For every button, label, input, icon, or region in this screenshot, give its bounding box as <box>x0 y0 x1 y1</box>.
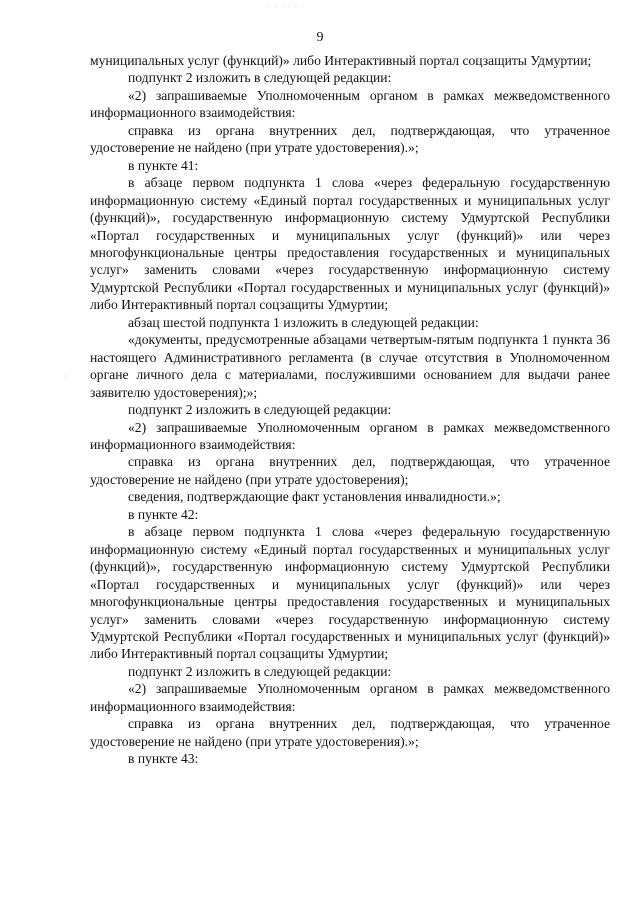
document-paragraph: «2) запрашиваемые Уполномоченным органом в рамках межведомственного информационного взаимодействия: <box>90 681 610 714</box>
document-paragraph: «2) запрашиваемые Уполномоченным органом в рамках межведомственного информационного взаимодействия: <box>90 419 610 452</box>
document-paragraph: муниципальных услуг (функций)» либо Интерактивный портал соцзащиты Удмуртии; <box>90 53 592 68</box>
document-paragraph: справка из органа внутренних дел, подтверждающая, что утраченное удостоверение не найдено (при утрате удостоверения); <box>90 454 610 487</box>
document-paragraph: подпункт 2 изложить в следующей редакции: <box>128 70 392 86</box>
document-paragraph: справка из органа внутренних дел, подтверждающая, что утраченное удостоверение не найдено (при утрате удостоверения).»; <box>90 122 610 156</box>
document-paragraph: в абзаце первом подпункта 1 слова «через федеральную государственную информационную систему «Единый портал государственных и муниципальных услуг (функций)», государственную информационную систему Удмуртской Республики «Портал государственных и муниципальных услуг (функций)» или через многофункциональные центры предоставления государственных и муниципальных услуг» заменить словами «через государственную информационную систему Удмуртской Республики «Портал государственных и муниципальных услуг (функций)» либо Интерактивный портал соцзащиты Удмуртии; <box>90 524 610 662</box>
document-body <box>90 52 610 768</box>
document-paragraph: в пункте 42: <box>128 506 199 522</box>
document-paragraph: в абзаце первом подпункта 1 слова «через федеральную государственную информационную систему «Единый портал государственных и муниципальных услуг (функций)», государственную информационную систему Удмуртской Республики «Портал государственных и муниципальных услуг (функций)» или через многофункциональные центры предоставления государственных и муниципальных услуг» заменить словами «через государственную информационную систему Удмуртской Республики «Портал государственных и муниципальных услуг (функций)» либо Интерактивный портал соцзащиты Удмуртии; <box>90 175 610 313</box>
document-paragraph: в пункте 43: <box>128 751 199 767</box>
scan-stamp: · · · · · · <box>268 2 305 11</box>
document-paragraph: «документы, предусмотренные абзацами четвертым-пятым подпункта 1 пункта 36 настоящего Административного регламента (в случае отсутствия в Уполномоченном органе личного дела с материалами, послужившими основанием для выдачи ранее заявителю удостоверения);»; <box>90 332 610 400</box>
page-number: 9 <box>316 30 324 45</box>
document-paragraph: справка из органа внутренних дел, подтверждающая, что утраченное удостоверение не найдено (при утрате удостоверения).»; <box>90 716 610 749</box>
scan-mark: · <box>64 372 67 381</box>
document-paragraph: сведения, подтверждающие факт установления инвалидности.»; <box>128 489 501 505</box>
document-paragraph: абзац шестой подпункта 1 изложить в следующей редакции: <box>128 314 479 330</box>
document-paragraph: подпункт 2 изложить в следующей редакции: <box>128 663 392 679</box>
document-paragraph: «2) запрашиваемые Уполномоченным органом в рамках межведомственного информационного взаимодействия: <box>90 87 610 121</box>
document-paragraph: подпункт 2 изложить в следующей редакции: <box>128 402 392 418</box>
document-paragraph: в пункте 41: <box>128 157 199 173</box>
